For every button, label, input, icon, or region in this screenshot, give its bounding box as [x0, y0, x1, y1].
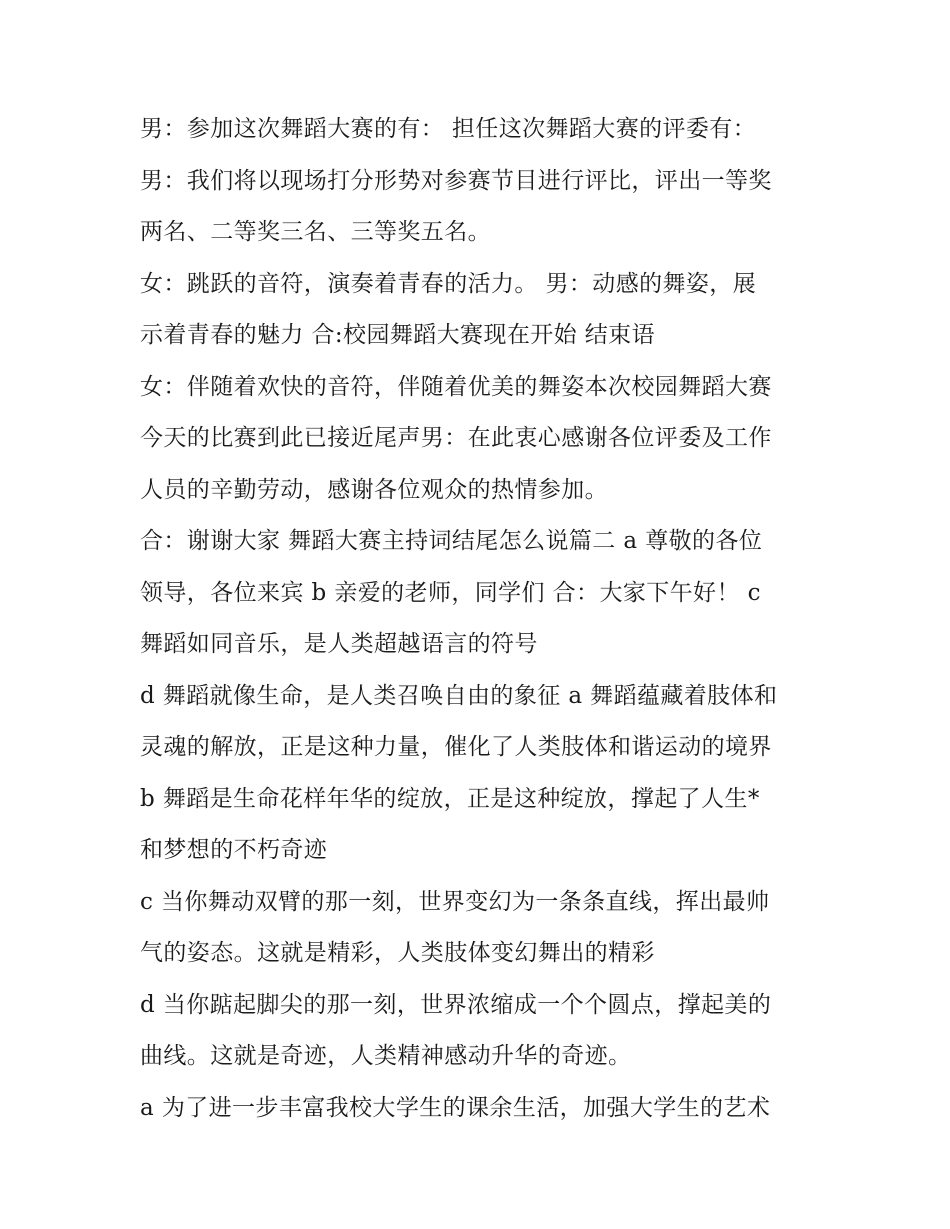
text-line: 女：跳跃的音符，演奏着青春的活力。 男：动感的舞姿，展: [140, 270, 757, 297]
text-line: d 当你踮起脚尖的那一刻，世界浓缩成一个个圆点，撑起美的: [140, 991, 772, 1018]
document-body: [140, 104, 820, 1134]
text-line: 女：伴随着欢快的音符，伴随着优美的舞姿本次校园舞蹈大赛: [140, 373, 772, 400]
text-line: 今天的比赛到此已接近尾声男：在此衷心感谢各位评委及工作: [140, 425, 772, 451]
text-line: c 当你舞动双臂的那一刻，世界变幻为一条条直线，挥出最帅: [140, 888, 770, 915]
text-line: d 舞蹈就像生命，是人类召唤自由的象征 a 舞蹈蕴藏着肢体和: [140, 682, 778, 709]
text-line: 男：参加这次舞蹈大赛的有： 担任这次舞蹈大赛的评委有：: [140, 116, 757, 142]
text-line: a 为了进一步丰富我校大学生的课余生活，加强大学生的艺术: [140, 1094, 771, 1121]
text-line: 男：我们将以现场打分形势对参赛节目进行评比，评出一等奖: [140, 167, 772, 194]
text-line: b 舞蹈是生命花样年华的绽放，正是这种绽放，撑起了人生*: [140, 785, 760, 812]
text-line: 合：谢谢大家 舞蹈大赛主持词结尾怎么说篇二 a 尊敬的各位: [140, 528, 763, 554]
text-line: 舞蹈如同音乐，是人类超越语言的符号: [140, 631, 538, 657]
text-line: 和梦想的不朽奇迹: [140, 837, 328, 863]
text-line: 示着青春的魅力 合:校园舞蹈大赛现在开始 结束语: [140, 322, 655, 348]
text-line: 人员的辛勤劳动，感谢各位观众的热情参加。: [140, 476, 608, 503]
text-line: 曲线。这就是奇迹，人类精神感动升华的奇迹。: [140, 1043, 632, 1069]
text-line: 领导，各位来宾 b 亲爱的老师，同学们 合：大家下午好！ c: [140, 579, 761, 606]
text-line: 两名、二等奖三名、三等奖五名。: [140, 219, 491, 245]
text-line: 气的姿态。这就是精彩，人类肢体变幻舞出的精彩: [140, 940, 655, 966]
text-line: 灵魂的解放，正是这种力量，催化了人类肢体和谐运动的境界: [140, 734, 772, 760]
